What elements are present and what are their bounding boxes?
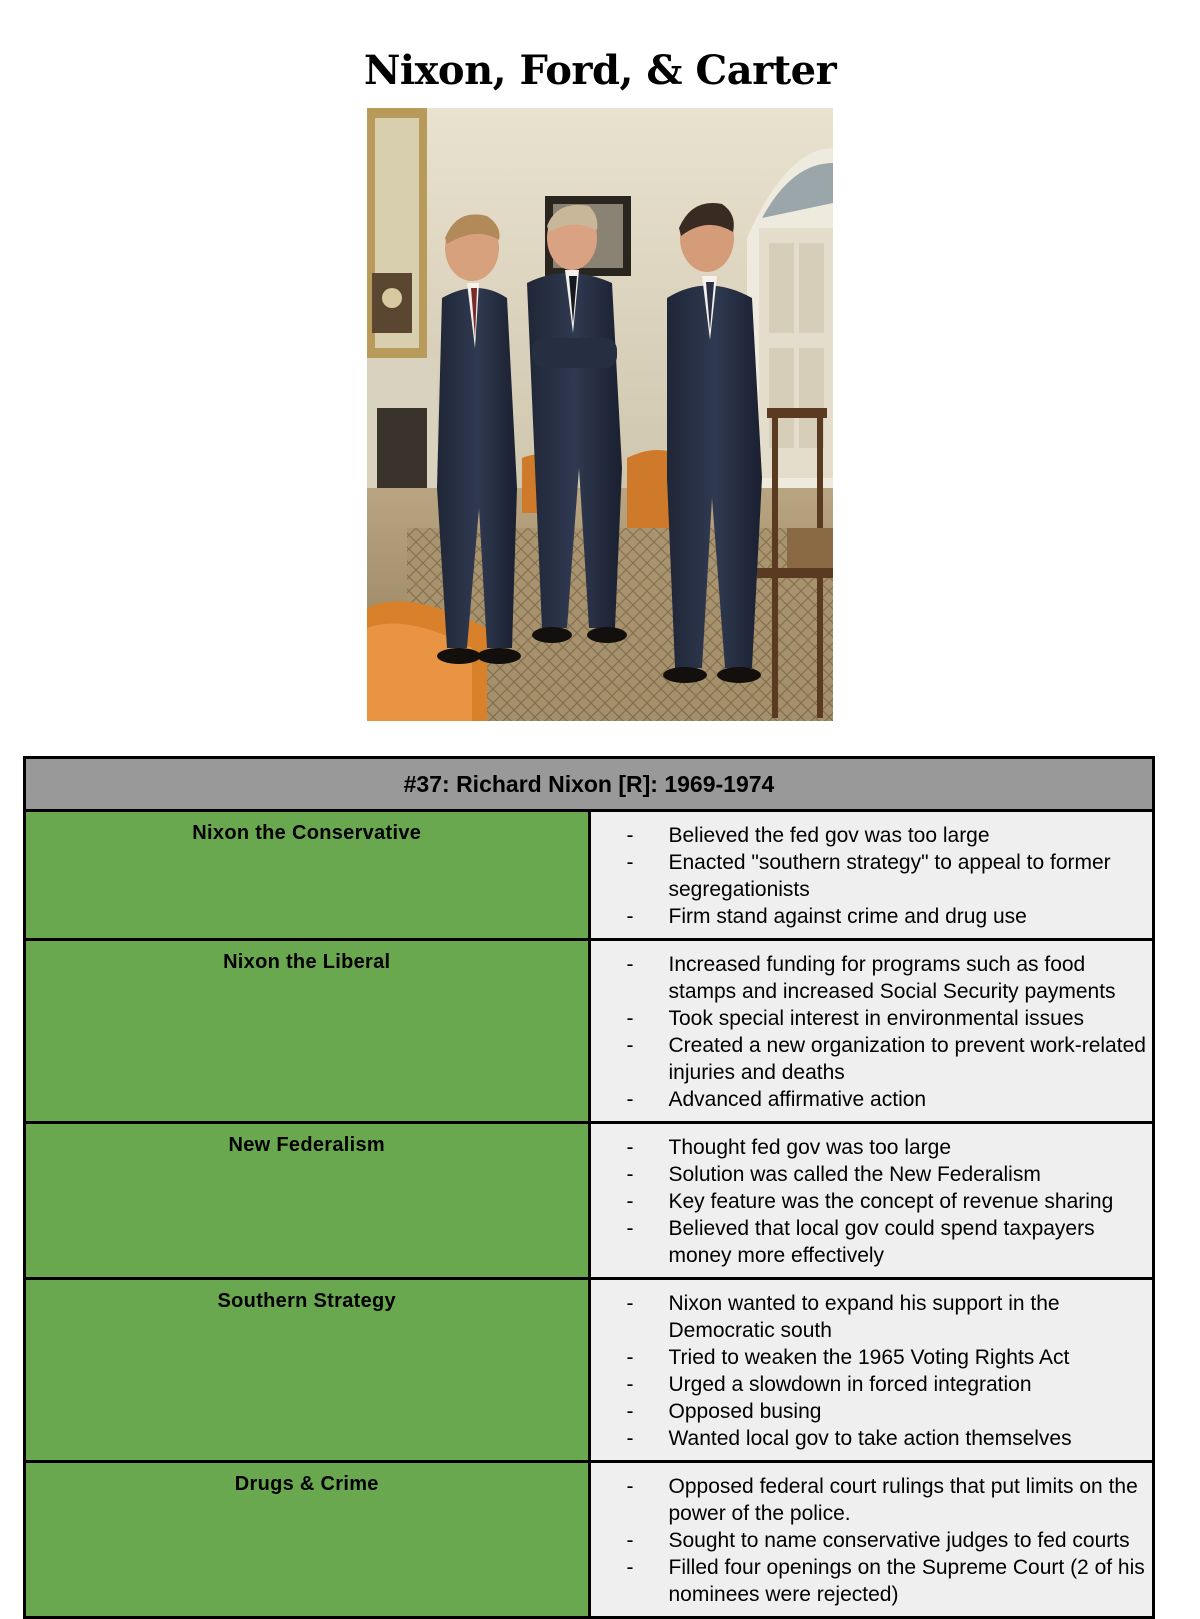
table-row bbox=[25, 940, 1154, 1123]
point-text: Wanted local gov to take action themselves bbox=[668, 1427, 1072, 1450]
list-item bbox=[627, 1425, 1147, 1452]
list-item bbox=[627, 1161, 1147, 1188]
dash-bullet: - bbox=[626, 1292, 634, 1315]
table-row bbox=[25, 1123, 1154, 1279]
list-item bbox=[627, 1032, 1147, 1086]
bullet-list bbox=[627, 1290, 1147, 1452]
point-text: Sought to name conservative judges to fed courts bbox=[668, 1529, 1130, 1552]
list-item bbox=[627, 951, 1147, 1005]
list-item bbox=[627, 1290, 1147, 1344]
dash-bullet: - bbox=[626, 1136, 634, 1159]
dash-bullet: - bbox=[626, 851, 634, 874]
points-cell bbox=[589, 811, 1154, 940]
point-text: Opposed busing bbox=[668, 1400, 822, 1423]
table-header: #37: Richard Nixon [R]: 1969-1974 bbox=[25, 758, 1154, 811]
point-text: Believed the fed gov was too large bbox=[668, 824, 990, 847]
dash-bullet: - bbox=[626, 824, 634, 847]
dash-bullet: - bbox=[626, 1475, 634, 1498]
table-row bbox=[25, 811, 1154, 940]
points-cell bbox=[589, 1462, 1154, 1618]
point-text: Key feature was the concept of revenue sharing bbox=[668, 1190, 1114, 1213]
list-item bbox=[627, 1005, 1147, 1032]
topic-nixon-the-conservative: Nixon the Conservative bbox=[25, 811, 590, 940]
list-item bbox=[627, 1344, 1147, 1371]
dash-bullet: - bbox=[626, 1373, 634, 1396]
point-text: Tried to weaken the 1965 Voting Rights Act bbox=[668, 1346, 1070, 1369]
dash-bullet: - bbox=[626, 1529, 634, 1552]
point-text: Firm stand against crime and drug use bbox=[668, 905, 1027, 928]
point-text: Believed that local gov could spend taxpayers money more effectively bbox=[668, 1217, 1095, 1267]
dash-bullet: - bbox=[626, 1556, 634, 1579]
points-cell bbox=[589, 1123, 1154, 1279]
list-item bbox=[627, 903, 1147, 930]
list-item bbox=[627, 1473, 1147, 1527]
list-item bbox=[627, 822, 1147, 849]
dash-bullet: - bbox=[626, 1034, 634, 1057]
table-row bbox=[25, 1462, 1154, 1618]
point-text: Created a new organization to prevent work-related injuries and deaths bbox=[668, 1034, 1146, 1084]
topic-southern-strategy: Southern Strategy bbox=[25, 1279, 590, 1462]
dash-bullet: - bbox=[626, 905, 634, 928]
point-text: Solution was called the New Federalism bbox=[668, 1163, 1041, 1186]
dash-bullet: - bbox=[626, 1190, 634, 1213]
point-text: Thought fed gov was too large bbox=[668, 1136, 952, 1159]
point-text: Advanced affirmative action bbox=[668, 1088, 927, 1111]
page-title: Nixon, Ford, & Carter bbox=[363, 47, 837, 94]
topic-drugs-and-crime: Drugs & Crime bbox=[25, 1462, 590, 1618]
dash-bullet: - bbox=[626, 1217, 634, 1240]
bullet-list bbox=[627, 822, 1147, 930]
list-item bbox=[627, 1134, 1147, 1161]
points-cell bbox=[589, 940, 1154, 1123]
dash-bullet: - bbox=[626, 953, 634, 976]
point-text: Took special interest in environmental issues bbox=[668, 1007, 1085, 1030]
point-text: Opposed federal court rulings that put limits on the power of the police. bbox=[668, 1475, 1138, 1525]
point-text: Nixon wanted to expand his support in the Democratic south bbox=[668, 1292, 1060, 1342]
dash-bullet: - bbox=[626, 1007, 634, 1030]
table-row bbox=[25, 1279, 1154, 1462]
list-item bbox=[627, 1215, 1147, 1269]
dash-bullet: - bbox=[626, 1088, 634, 1111]
point-text: Filled four openings on the Supreme Court (2 of his nominees were rejected) bbox=[668, 1556, 1145, 1606]
list-item bbox=[627, 1527, 1147, 1554]
bullet-list bbox=[627, 1134, 1147, 1269]
list-item bbox=[627, 849, 1147, 903]
dash-bullet: - bbox=[626, 1346, 634, 1369]
nixon-notes-table bbox=[23, 756, 1155, 1619]
topic-nixon-the-liberal: Nixon the Liberal bbox=[25, 940, 590, 1123]
point-text: Increased funding for programs such as food stamps and increased Social Security payments bbox=[668, 953, 1116, 1003]
list-item bbox=[627, 1188, 1147, 1215]
points-cell bbox=[589, 1279, 1154, 1462]
dash-bullet: - bbox=[626, 1400, 634, 1423]
point-text: Urged a slowdown in forced integration bbox=[668, 1373, 1032, 1396]
presidents-photo bbox=[367, 108, 833, 721]
bullet-list bbox=[627, 1473, 1147, 1608]
list-item bbox=[627, 1086, 1147, 1113]
topic-new-federalism: New Federalism bbox=[25, 1123, 590, 1279]
point-text: Enacted "southern strategy" to appeal to former segregationists bbox=[668, 851, 1111, 901]
list-item bbox=[627, 1554, 1147, 1608]
list-item bbox=[627, 1371, 1147, 1398]
bullet-list bbox=[627, 951, 1147, 1113]
dash-bullet: - bbox=[626, 1427, 634, 1450]
list-item bbox=[627, 1398, 1147, 1425]
dash-bullet: - bbox=[626, 1163, 634, 1186]
